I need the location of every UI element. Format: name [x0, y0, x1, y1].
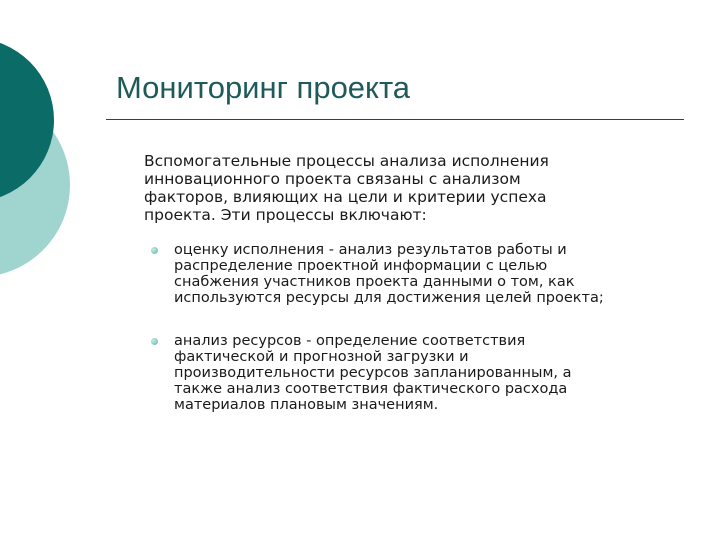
bullet-text [174, 242, 670, 306]
bullet-line: фактической и прогнозной загрузки и [174, 349, 469, 365]
bullet-line: также анализ соответствия фактического расхода [174, 381, 568, 397]
bullet-text [174, 333, 670, 413]
bullet-line: анализ ресурсов - определение соответствия [174, 333, 526, 349]
intro-paragraph [144, 152, 664, 224]
bullet-line: оценку исполнения - анализ результатов работы и [174, 242, 567, 258]
intro-line: Вспомогательные процессы анализа исполнения [144, 152, 549, 170]
bullet-line: используются ресурсы для достижения целей проекта; [174, 290, 604, 306]
bullet-item [150, 333, 670, 413]
bullet-item [150, 242, 670, 306]
bullet-line: распределение проектной информации с целью [174, 258, 548, 274]
intro-line: инновационного проекта связаны с анализом [144, 170, 521, 188]
bullet-list [150, 242, 670, 440]
bullet-line: производительности ресурсов запланированным, а [174, 365, 572, 381]
slide-title: Мониторинг проекта [116, 70, 411, 105]
title-underline [106, 119, 684, 120]
bullet-line: снабжения участников проекта данными о том, как [174, 274, 575, 290]
bullet-line: материалов плановым значениям. [174, 397, 439, 413]
intro-line: факторов, влияющих на цели и критерии успеха [144, 188, 547, 206]
intro-line: проекта. Эти процессы включают: [144, 206, 427, 224]
bullet-dot-icon [151, 247, 158, 254]
bullet-dot-icon [151, 338, 158, 345]
